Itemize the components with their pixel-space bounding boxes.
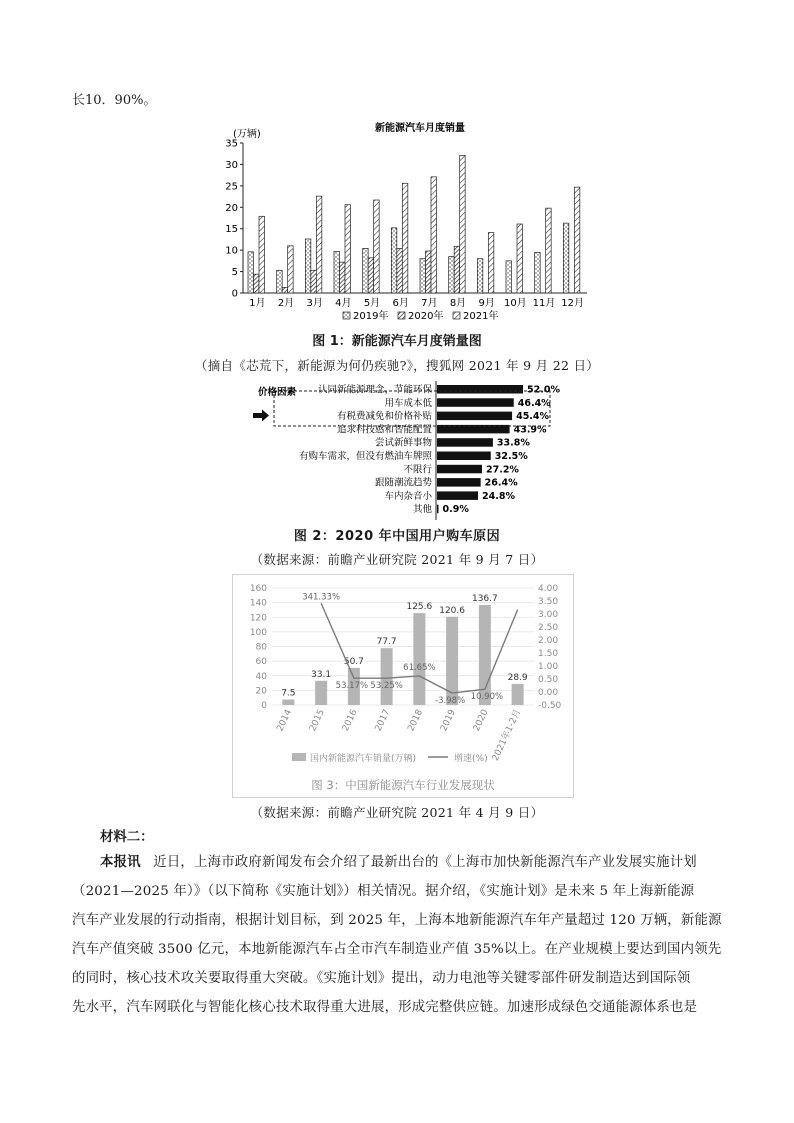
chart3-y-tick-label: 40 [255, 671, 267, 682]
chart2-category-label: 其他 [412, 504, 432, 516]
chart1-bar-2021年 [345, 205, 351, 293]
chart3-y-tick-label: 120 [249, 613, 267, 624]
chart3-bar [315, 681, 327, 705]
chart1-y-tick-label: 25 [225, 181, 238, 193]
chart2-bar [437, 478, 481, 487]
chart1-x-tick-label: 12月 [561, 298, 585, 309]
chart3-y2-tick-label: -0.50 [538, 701, 562, 711]
chart1-bar-2021年 [402, 183, 408, 293]
chart2-value-label: 46.4% [517, 397, 551, 409]
chart2-value-label: 33.8% [496, 437, 530, 449]
chart1-legend-swatch [398, 312, 405, 319]
chart1-x-tick-label: 6月 [392, 298, 409, 309]
chart2-bar [437, 385, 523, 394]
chart2-category-label: 有税费减免和价格补贴 [336, 411, 432, 423]
figure3-caption: 图 3：中国新能源汽车行业发展现状 [311, 778, 495, 792]
chart1-legend-label: 2019年 [353, 311, 389, 322]
chart2-category-label: 用车成本低 [384, 397, 432, 409]
paragraph-line: 近日，上海市政府新闻发布会介绍了最新出台的《上海市加快新能源汽车产业发展实施计划 [153, 855, 697, 870]
chart1-bar-2021年 [546, 208, 552, 293]
chart1-bar-2021年 [488, 233, 494, 293]
chart3-bar [413, 613, 425, 705]
arrow-right-icon [253, 410, 269, 422]
chart3-x-tick-label: 2018 [406, 708, 426, 734]
chart3-y-tick-label: 80 [255, 642, 267, 653]
chart3-value-label: 125.6 [406, 602, 433, 613]
chart3-value-label: 120.6 [439, 605, 466, 616]
chart1-x-tick-label: 1月 [249, 298, 266, 309]
chart3-x-tick-label: 2021年1-2月 [490, 708, 524, 763]
chart1-legend-label: 2020年 [408, 311, 444, 322]
chart3-y2-tick-label: 2.00 [538, 636, 559, 646]
body-paragraph [72, 848, 732, 1022]
chart1-x-tick-label: 7月 [421, 298, 438, 309]
industry-development-chart [232, 574, 574, 798]
chart1-y-tick-label: 30 [225, 159, 238, 171]
chart1-x-tick-label: 5月 [363, 298, 381, 309]
chart1-bar-2019年 [363, 248, 369, 293]
chart1-bar-2021年 [259, 216, 265, 293]
chart1-bar-2021年 [460, 155, 466, 293]
figure1-caption: 图 1：新能源汽车月度销量图 [312, 334, 482, 349]
paragraph-line: 汽车产值突破 3500 亿元，本地新能源汽车占全市汽车制造业产值 35%以上。在产业规模上要达到国内领先 [72, 942, 722, 957]
chart2-value-label: 27.2% [485, 464, 519, 476]
chart1-bar-2019年 [277, 270, 283, 293]
chart1-bar-2020年 [254, 274, 260, 293]
chart1-y-tick-label: 10 [225, 245, 238, 257]
chart3-legend-label: 增速(%) [454, 754, 488, 764]
chart1-y-tick-label: 0 [231, 288, 238, 300]
chart1-bar-2019年 [305, 239, 311, 293]
chart3-growth-label: 61.65% [403, 662, 436, 673]
chart1-legend-swatch [453, 312, 460, 319]
figure3-source: （数据来源：前瞻产业研究院 2021 年 4 月 9 日） [250, 805, 544, 820]
figure2-source: （数据来源：前瞻产业研究院 2021 年 9 月 7 日） [250, 552, 544, 567]
chart3-y-tick-label: 160 [249, 584, 267, 594]
chart3-bar [512, 684, 524, 705]
chart1-bar-2020年 [282, 287, 288, 293]
figure2-caption: 图 2：2020 年中国用户购车原因 [293, 529, 501, 544]
chart1-y-tick-label: 35 [225, 138, 238, 150]
chart3-x-tick-label: 2015 [308, 708, 327, 734]
chart1-bar-2020年 [311, 270, 317, 293]
chart1-bar-2019年 [334, 251, 340, 293]
chart1-bar-2021年 [574, 187, 580, 293]
chart1-bar-2019年 [391, 228, 397, 293]
chart1-bar-2019年 [420, 259, 426, 293]
chart1-bar-2020年 [368, 258, 374, 293]
chart3-growth-label: -3.98% [435, 696, 466, 707]
chart3-y-tick-label: 0 [261, 701, 267, 711]
chart1-x-tick-label: 9月 [478, 298, 495, 309]
chart3-x-tick-label: 2020 [471, 708, 491, 734]
figure1-source: （摘自《芯荒下，新能源为何仍疾驰?》，搜狐网 2021 年 9 月 22 日） [194, 358, 600, 373]
price-factor-label: 价格因素 [258, 387, 297, 398]
chart3-bar [282, 700, 294, 705]
chart3-y2-tick-label: 3.50 [538, 597, 559, 607]
chart2-category-label: 跟随潮流趋势 [374, 477, 432, 489]
chart1-bar-2021年 [374, 200, 380, 293]
chart3-bar [381, 648, 393, 705]
chart2-category-label: 尝试新鲜事物 [374, 437, 432, 449]
chart3-y2-tick-label: 1.00 [538, 662, 559, 672]
chart1-bar-2019年 [477, 259, 483, 293]
chart2-value-label: 0.9% [442, 504, 469, 516]
chart1-bar-2020年 [454, 246, 460, 293]
chart2-value-label: 24.8% [482, 490, 515, 502]
paragraph-line: 的同时，核心技术攻关要取得重大突破。《实施计划》提出，动力电池等关键零部件研发制造达到国际领 [72, 971, 691, 986]
chart3-bar [446, 617, 458, 705]
chart3-growth-label: 53.25% [370, 681, 403, 692]
chart3-value-label: 136.7 [471, 594, 498, 605]
chart2-value-label: 45.4% [516, 411, 550, 423]
chart1-bar-2021年 [316, 196, 322, 293]
chart2-category-label: 车内杂音小 [384, 490, 432, 502]
chart3-x-tick-label: 2014 [275, 708, 295, 734]
chart3-y-tick-label: 100 [249, 627, 267, 638]
chart1-x-tick-label: 8月 [449, 298, 467, 309]
chart3-value-label: 50.7 [343, 656, 364, 667]
chart3-x-tick-label: 2019 [439, 708, 458, 734]
chart3-growth-label: 10.90% [470, 692, 504, 703]
chart1-bar-2020年 [397, 248, 403, 293]
top-line-text: 长10．90%。 [72, 93, 157, 108]
chart3-value-label: 7.5 [281, 688, 296, 699]
chart1-bar-2021年 [431, 177, 437, 293]
chart3-x-tick-label: 2016 [340, 708, 360, 734]
purchase-reasons-chart [250, 380, 570, 522]
chart3-y2-tick-label: 1.50 [538, 649, 559, 659]
chart2-bar [437, 438, 493, 447]
chart1-x-tick-label: 2月 [277, 298, 295, 309]
chart1-y-tick-label: 15 [225, 224, 238, 236]
chart2-category-label: 认同新能源理念，节能环保 [317, 384, 432, 396]
chart3-value-label: 77.7 [376, 637, 397, 648]
chart1-x-tick-label: 3月 [306, 298, 323, 309]
chart2-bar [437, 465, 482, 474]
chart1-ylabel: (万辆) [233, 129, 261, 140]
chart3-y2-tick-label: 4.00 [538, 584, 559, 594]
paragraph-line: 先水平，汽车网联化与智能化核心技术取得重大进展，形成完整供应链。加速形成绿色交通能源体系也是 [72, 1000, 698, 1015]
chart1-bar-2019年 [248, 252, 254, 293]
chart3-y2-tick-label: 0.00 [538, 688, 559, 698]
chart3-x-tick-label: 2017 [373, 708, 393, 734]
paragraph-lead: 本报讯 [100, 855, 141, 870]
chart2-bar [437, 505, 439, 514]
chart1-x-tick-label: 4月 [335, 298, 352, 309]
monthly-sales-chart [225, 118, 595, 328]
chart3-legend-swatch [292, 753, 306, 761]
chart1-bar-2019年 [563, 223, 569, 293]
chart1-y-tick-label: 20 [225, 202, 238, 214]
section-heading: 材料二： [100, 830, 154, 845]
chart3-growth-label: 341.33% [302, 592, 341, 603]
chart3-value-label: 28.9 [507, 672, 528, 683]
chart3-y2-tick-label: 3.00 [538, 610, 559, 620]
chart1-title: 新能源汽车月度销量 [375, 123, 465, 134]
chart2-value-label: 43.9% [513, 424, 547, 436]
chart1-bar-2019年 [449, 257, 455, 293]
chart1-legend-swatch [343, 312, 350, 319]
chart2-bar [437, 412, 512, 421]
chart2-category-label: 不限行 [403, 464, 432, 476]
chart1-legend-label: 2021年 [463, 311, 499, 322]
chart2-bar [437, 491, 478, 500]
chart3-y2-tick-label: 2.50 [538, 623, 559, 633]
chart1-bar-2019年 [506, 261, 512, 293]
paragraph-line: （2021—2025 年）》（以下简称《实施计划》）相关情况。据介绍，《实施计划》是未来 5 年上海新能源 [72, 884, 695, 899]
chart1-x-tick-label: 11月 [532, 298, 556, 309]
chart1-bar-2021年 [288, 246, 294, 293]
chart2-value-label: 32.5% [494, 451, 528, 462]
chart2-value-label: 26.4% [484, 477, 518, 489]
chart3-legend-label: 国内新能源汽车销量(万辆) [310, 754, 417, 764]
chart3-y-tick-label: 140 [249, 598, 267, 609]
chart3-growth-label: 53.17% [335, 681, 369, 692]
chart3-y-tick-label: 60 [255, 657, 267, 668]
chart1-y-tick-label: 5 [231, 267, 238, 279]
chart3-value-label: 33.1 [311, 669, 332, 680]
paragraph-line: 汽车产业发展的行动指南，根据计划目标，到 2025 年，上海本地新能源汽车年产量超过 120 万辆，新能源 [72, 913, 722, 928]
chart1-bar-2020年 [340, 262, 346, 293]
chart2-category-label: 有购车需求，但没有燃油车牌照 [298, 451, 432, 462]
chart2-bar [437, 398, 514, 407]
chart1-bar-2020年 [426, 251, 432, 293]
chart2-bar [437, 452, 491, 461]
chart3-y2-tick-label: 0.50 [538, 675, 559, 685]
chart3-y-tick-label: 20 [255, 686, 267, 697]
chart1-x-tick-label: 10月 [503, 298, 527, 309]
chart2-category-label: 追求科技感和智能配置 [336, 424, 432, 436]
chart2-value-label: 52.0% [527, 384, 560, 396]
chart1-bar-2021年 [517, 224, 523, 293]
chart1-bar-2019年 [535, 252, 541, 293]
